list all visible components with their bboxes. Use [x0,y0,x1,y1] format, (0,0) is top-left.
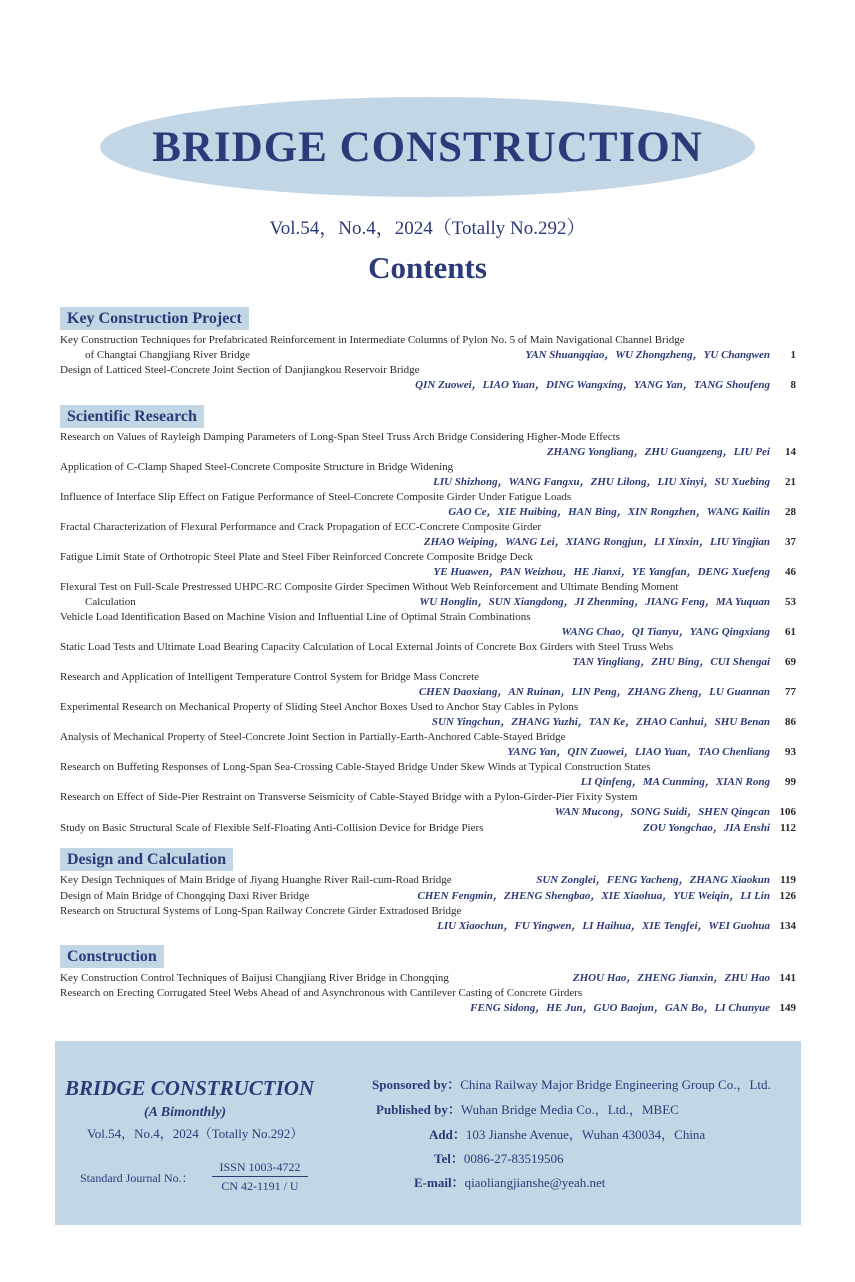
address: Add：103 Jianshe Avenue，Wuhan 430034，China [429,1127,706,1142]
article-title-line[interactable]: Research on Effect of Side-Pier Restraint on Transverse Seismicity of Cable-Stayed Bridge with a Pylon-Girder-Pier Fixity System [60,791,638,803]
page-number: 93 [785,746,796,758]
page-number: 14 [785,446,796,458]
article-title-line[interactable]: Key Construction Techniques for Prefabricated Reinforcement in Intermediate Columns of Pylon No. 5 of Main Navigational Channel Bridge [60,334,685,346]
article-entry[interactable] [60,919,796,934]
article-authors: LI Qinfeng，MA Cunming，XIAN Rong [580,776,770,788]
article-title-line[interactable]: Flexural Test on Full-Scale Prestressed UHPC-RC Composite Girder Specimen Without Web Reinforcement and Ultimate Bending Moment [60,581,679,593]
article-title-line[interactable]: Research on Structural Systems of Long-Span Railway Concrete Girder Extradosed Bridge [60,905,462,917]
standard-journal-label: Standard Journal No.： [80,1171,194,1185]
article-entry[interactable] [60,715,796,730]
issn-number: ISSN 1003-4722 [212,1160,308,1177]
article-entry[interactable] [60,565,796,580]
issue-line: Vol.54，No.4，2024（Totally No.292） [269,218,586,239]
article-title-line[interactable]: Design of Latticed Steel-Concrete Joint Section of Danjiangkou Reservoir Bridge [60,364,420,376]
imprint-frequency: (A Bimonthly) [144,1105,227,1120]
article-entry[interactable]: Key Design Techniques of Main Bridge of Jiyang Huanghe River Rail-cum-Road Bridge SUN Zonglei，FENG Yacheng，ZHANG Xiaokun 119 [60,874,796,886]
article-title-line[interactable]: Application of C-Clamp Shaped Steel-Concrete Composite Structure in Bridge Widening [60,461,454,473]
article-entry[interactable] [60,805,796,820]
article-title-line[interactable]: Vehicle Load Identification Based on Machine Vision and Influential Line of Optimal Strain Combinations [60,611,531,623]
article-entry[interactable] [60,745,796,760]
article-authors: WAN Mucong，SONG Suidi，SHEN Qingcan [554,806,770,818]
article-entry[interactable] [60,535,796,550]
article-authors: QIN Zuowei，LIAO Yuan，DING Wangxing，YANG Yan，TANG Shoufeng [415,379,770,391]
article-authors: SUN Zonglei，FENG Yacheng，ZHANG Xiaokun [536,874,770,886]
article-authors: YANG Yan，QIN Zuowei，LIAO Yuan，TAO Chenliang [507,746,770,758]
article-title-line[interactable]: Fatigue Limit State of Orthotropic Steel Plate and Steel Fiber Reinforced Concrete Composite Bridge Deck [60,551,533,563]
sponsored-by: Sponsored by：China Railway Major Bridge Engineering Group Co.，Ltd. [372,1077,771,1092]
article-entry[interactable] [60,475,796,490]
page-number: 69 [785,656,796,668]
article-authors: WU Honglin，SUN Xiangdong，JI Zhenming，JIANG Feng，MA Yuquan [419,596,770,608]
article-title-line[interactable]: Experimental Research on Mechanical Property of Sliding Steel Anchor Boxes Used to Anchor Stay Cables in Pylons [60,701,579,713]
article-authors: TAN Yingliang，ZHU Bing，CUI Shengai [572,656,770,668]
article-title-line[interactable]: Fractal Characterization of Flexural Performance and Crack Propagation of ECC-Concrete Composite Girder [60,521,542,533]
article-authors: ZOU Yongchao，JIA Enshi [643,822,770,834]
article-authors: CHEN Daoxiang，AN Ruinan，LIN Peng，ZHANG Zheng，LU Guannan [418,686,770,698]
article-authors: LIU Shizhong，WANG Fangxu，ZHU Lilong，LIU Xinyi，SU Xuebing [433,476,770,488]
page-number: 28 [785,506,796,518]
article-authors: LIU Xiaochun，FU Yingwen，LI Haihua，XIE Tengfei，WEI Guohua [437,920,770,932]
article-entry[interactable]: Key Construction Control Techniques of Baijusi Changjiang River Bridge in Chongqing ZHOU Hao，ZHENG Jianxin，ZHU Hao 141 [60,972,796,984]
article-authors: ZHAO Weiping，WANG Lei，XIANG Rongjun，LI Xinxin，LIU Yingjian [423,536,770,548]
article-authors: ZHANG Yongliang，ZHU Guangzeng，LIU Pei [546,446,770,458]
page-number: 106 [779,806,796,818]
telephone: Tel：0086-27-83519506 [434,1151,564,1166]
email[interactable]: E-mail：qiaoliangjianshe@yeah.net [414,1175,606,1190]
article-title-line[interactable]: Research on Buffeting Responses of Long-Span Sea-Crossing Cable-Stayed Bridge Under Skew Winds at Typical Construction States [60,761,651,773]
article-title-line[interactable]: Research on Erecting Corrugated Steel Webs Ahead of and Asynchronous with Cantilever Casting of Concrete Girders [60,987,583,999]
article-entry[interactable] [60,1001,796,1016]
article-entry[interactable]: of Changtai Changjiang River Bridge YAN Shuangqiao，WU Zhongzheng，YU Changwen 1 [85,349,796,361]
article-authors: SUN Yingchun，ZHANG Yuzhi，TAN Ke，ZHAO Canhui，SHU Benan [431,716,770,728]
article-authors: WANG Chao，QI Tianyu，YANG Qingxiang [561,626,770,638]
page-number: 134 [779,920,796,932]
section-key-construction-project: Key Construction Project [60,307,249,330]
page-number: 112 [780,822,796,834]
page-number: 77 [785,686,796,698]
article-authors: YE Huawen，PAN Weizhou，HE Jianxi，YE Yangfan，DENG Xuefeng [433,566,770,578]
section-scientific-research: Scientific Research [60,405,204,428]
article-entry[interactable]: Study on Basic Structural Scale of Flexible Self-Floating Anti-Collision Device for Bridge Piers ZOU Yongchao，JIA Enshi 112 [60,822,796,834]
page-number: 1 [790,349,796,361]
article-authors: ZHOU Hao，ZHENG Jianxin，ZHU Hao [572,972,770,984]
page-number: 46 [785,566,796,578]
page-number: 61 [785,626,796,638]
page-number: 99 [785,776,796,788]
page-number: 86 [785,716,796,728]
article-entry[interactable]: Design of Main Bridge of Chongqing Daxi River Bridge CHEN Fengmin，ZHENG Shengbao，XIE Xiaohua，YUE Weiqin，LI Lin 126 [60,890,796,902]
published-by: Published by：Wuhan Bridge Media Co.，Ltd.，MBEC [376,1102,679,1117]
article-title-line[interactable]: Influence of Interface Slip Effect on Fatigue Performance of Steel-Concrete Composite Girder Under Fatigue Loads [60,491,572,503]
article-entry[interactable] [60,445,796,460]
page-number: 21 [785,476,796,488]
imprint-journal-title: BRIDGE CONSTRUCTION [65,1076,315,1100]
article-entry[interactable] [60,625,796,640]
page-number: 119 [780,874,796,886]
article-title-line[interactable]: Research on Values of Rayleigh Damping Parameters of Long-Span Steel Truss Arch Bridge Considering Higher-Mode Effects [60,431,620,443]
article-title-line[interactable]: Research and Application of Intelligent Temperature Control System for Bridge Mass Concrete [60,671,480,683]
article-authors: YAN Shuangqiao，WU Zhongzheng，YU Changwen [525,349,770,361]
page-number: 37 [785,536,796,548]
article-title-line[interactable]: Analysis of Mechanical Property of Steel-Concrete Joint Section in Partially-Earth-Anchored Cable-Stayed Bridge [60,731,566,743]
page-number: 141 [779,972,796,984]
imprint-issue: Vol.54，No.4，2024（Totally No.292） [87,1126,304,1141]
journal-title: BRIDGE CONSTRUCTION [152,124,703,171]
article-entry[interactable]: Calculation WU Honglin，SUN Xiangdong，JI Zhenming，JIANG Feng，MA Yuquan 53 [85,596,796,608]
article-entry[interactable] [60,775,796,790]
article-entry[interactable] [60,505,796,520]
article-entry[interactable] [60,685,796,700]
article-authors: FENG Sidong，HE Jun，GUO Baojun，GAN Bo，LI Chunyue [470,1002,770,1014]
article-title-line[interactable]: Static Load Tests and Ultimate Load Bearing Capacity Calculation of Local External Joints of Concrete Box Girders with Steel Truss Webs [60,641,674,653]
cn-number: CN 42-1191 / U [221,1179,299,1193]
article-authors: GAO Ce，XIE Huibing，HAN Bing，XIN Rongzhen，WANG Kailin [448,506,770,518]
page-number: 8 [790,379,796,391]
article-entry[interactable] [60,655,796,670]
article-authors: CHEN Fengmin，ZHENG Shengbao，XIE Xiaohua，YUE Weiqin，LI Lin [417,890,770,902]
article-entry[interactable] [60,378,796,393]
page-number: 126 [779,890,796,902]
contents-heading: Contents [368,250,487,285]
page-number: 53 [785,596,796,608]
section-design-and-calculation: Design and Calculation [60,848,233,871]
section-construction: Construction [60,945,164,968]
page-number: 149 [779,1002,796,1014]
